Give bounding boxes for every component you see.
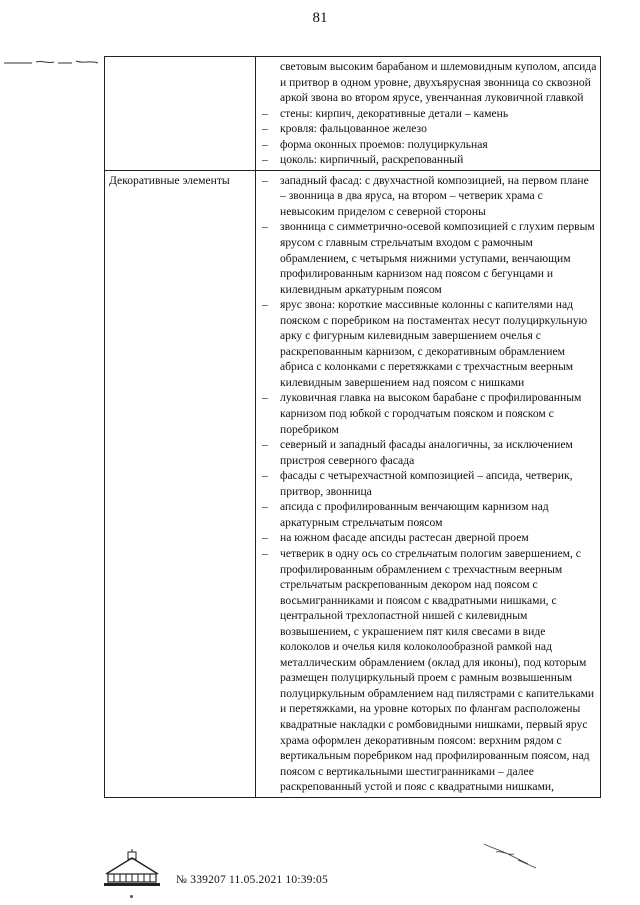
list-item — [260, 152, 597, 168]
monument-description-table — [104, 56, 601, 798]
row-body-cell — [256, 57, 601, 171]
list-item-text: северный и западный фасады аналогичны, за исключением пристроя северного фасада — [280, 438, 573, 467]
scan-speck — [130, 895, 133, 898]
page-number: 81 — [312, 10, 328, 26]
list-item-text: фасады с четырехчастной композицией – апсида, четверик, притвор, звонница — [280, 469, 573, 498]
list-item-text: луковичная главка на высоком барабане с профилированным карнизом под юбкой с городчатым пояском и пояском с поребриком — [280, 391, 582, 436]
list-item — [260, 530, 597, 546]
list-item-text: цоколь: кирпичный, раскрепованный — [280, 153, 464, 167]
list-item-text: кровля: фальцованное железо — [280, 122, 427, 136]
table-row — [105, 57, 601, 171]
document-id-timestamp: № 339207 11.05.2021 10:39:05 — [176, 874, 328, 886]
list-item-text: звонница с симметрично-осевой композицией с глухим первым ярусом с главным стрельчатым входом с рамочным обрамлением, с четырьмя нижними уступами, венчающим профилированным карнизом над поясом с бегунцами и килевидным аркатурным поясом — [280, 220, 595, 296]
list-item-text: ярус звона: короткие массивные колонны с капителями над пояском с поребриком на постаментах несут полуциркульную арку с фигурным килевидным завершением очелья с раскрепованным карнизом, с декоративным обрамлением абриса с колонками с перетяжками с трехчастным веерным килевидным завершением над поясом с нишками — [280, 298, 588, 389]
list-item-text: стены: кирпич, декоративные детали – камень — [280, 106, 509, 120]
list-item-text: четверик в одну ось со стрельчатым пологим завершением, с профилированным обрамлением с трехчастным веерным стрельчатым раскрепованным декором над поясом с восьмигранниками и поясом с квадратными нишками, с центральной трехлопастной нишей с килевидным возвышением, с украшением пят киля свесами в виде колоколов и очелья киля колоколообразной рамкой над металлическим обрамлением (оклад для иконы), под которым размещен полуциркульный проем с рамным возвышенным полуциркульным обрамлением над пилястрами с капительками и перетяжками, на уровне которых по флангам расположены квадратные накладки с ромбовидными нишками, первый ярус храма оформлен декоративным поясом: верхним рядом с вертикальным поребриком над профилированным поясом, над поясом с вертикальными шестигранниками – далее раскрепованный устой и пояс с квадратными нишками, — [280, 546, 595, 794]
list-item — [260, 173, 597, 220]
ministry-building-logo — [100, 848, 164, 888]
dash-bullet: – — [262, 153, 268, 167]
list-item — [260, 546, 597, 795]
list-item — [260, 499, 597, 530]
dash-bullet: – — [262, 438, 268, 452]
list-item-text: форма оконных проемов: полуциркульная — [280, 137, 488, 151]
list-item — [260, 219, 597, 297]
row-label-cell — [105, 57, 256, 171]
dash-bullet: – — [262, 106, 268, 120]
list-item — [260, 137, 597, 153]
table-row — [105, 170, 601, 797]
list-item — [260, 390, 597, 437]
list-item — [260, 121, 597, 137]
dash-bullet: – — [262, 546, 268, 560]
list-item — [260, 468, 597, 499]
dash-bullet: – — [262, 469, 268, 483]
list-item-text: западный фасад: с двухчастной композицией, на первом плане – звонница в два яруса, на втором – четверик храма с невысоким приделом с северной стороны — [280, 173, 589, 218]
continuation-text: световым высоким барабаном и шлемовидным куполом, апсида и притвор в одном уровне, двухъярусная звонница со сквозной аркой звона во втором ярусе, увенчанная луковичной главкой — [280, 60, 597, 105]
list-item — [260, 297, 597, 390]
list-item-text: на южном фасаде апсиды растесан дверной проем — [280, 531, 529, 545]
row-body-cell — [256, 170, 601, 797]
list-item — [260, 106, 597, 122]
dash-bullet: – — [262, 173, 268, 187]
list-item-text: апсида с профилированным венчающим карнизом над аркатурным стрельчатым поясом — [280, 500, 549, 529]
handwritten-signature — [478, 838, 542, 870]
dash-bullet: – — [262, 220, 268, 234]
dash-bullet: – — [262, 531, 268, 545]
dash-bullet: – — [262, 122, 268, 136]
margin-handwriting-mark — [2, 58, 100, 66]
dash-bullet: – — [262, 137, 268, 151]
row-label-cell: Декоративные элементы — [105, 170, 256, 797]
dash-bullet: – — [262, 500, 268, 514]
dash-bullet: – — [262, 298, 268, 312]
list-item — [260, 437, 597, 468]
dash-bullet: – — [262, 391, 268, 405]
